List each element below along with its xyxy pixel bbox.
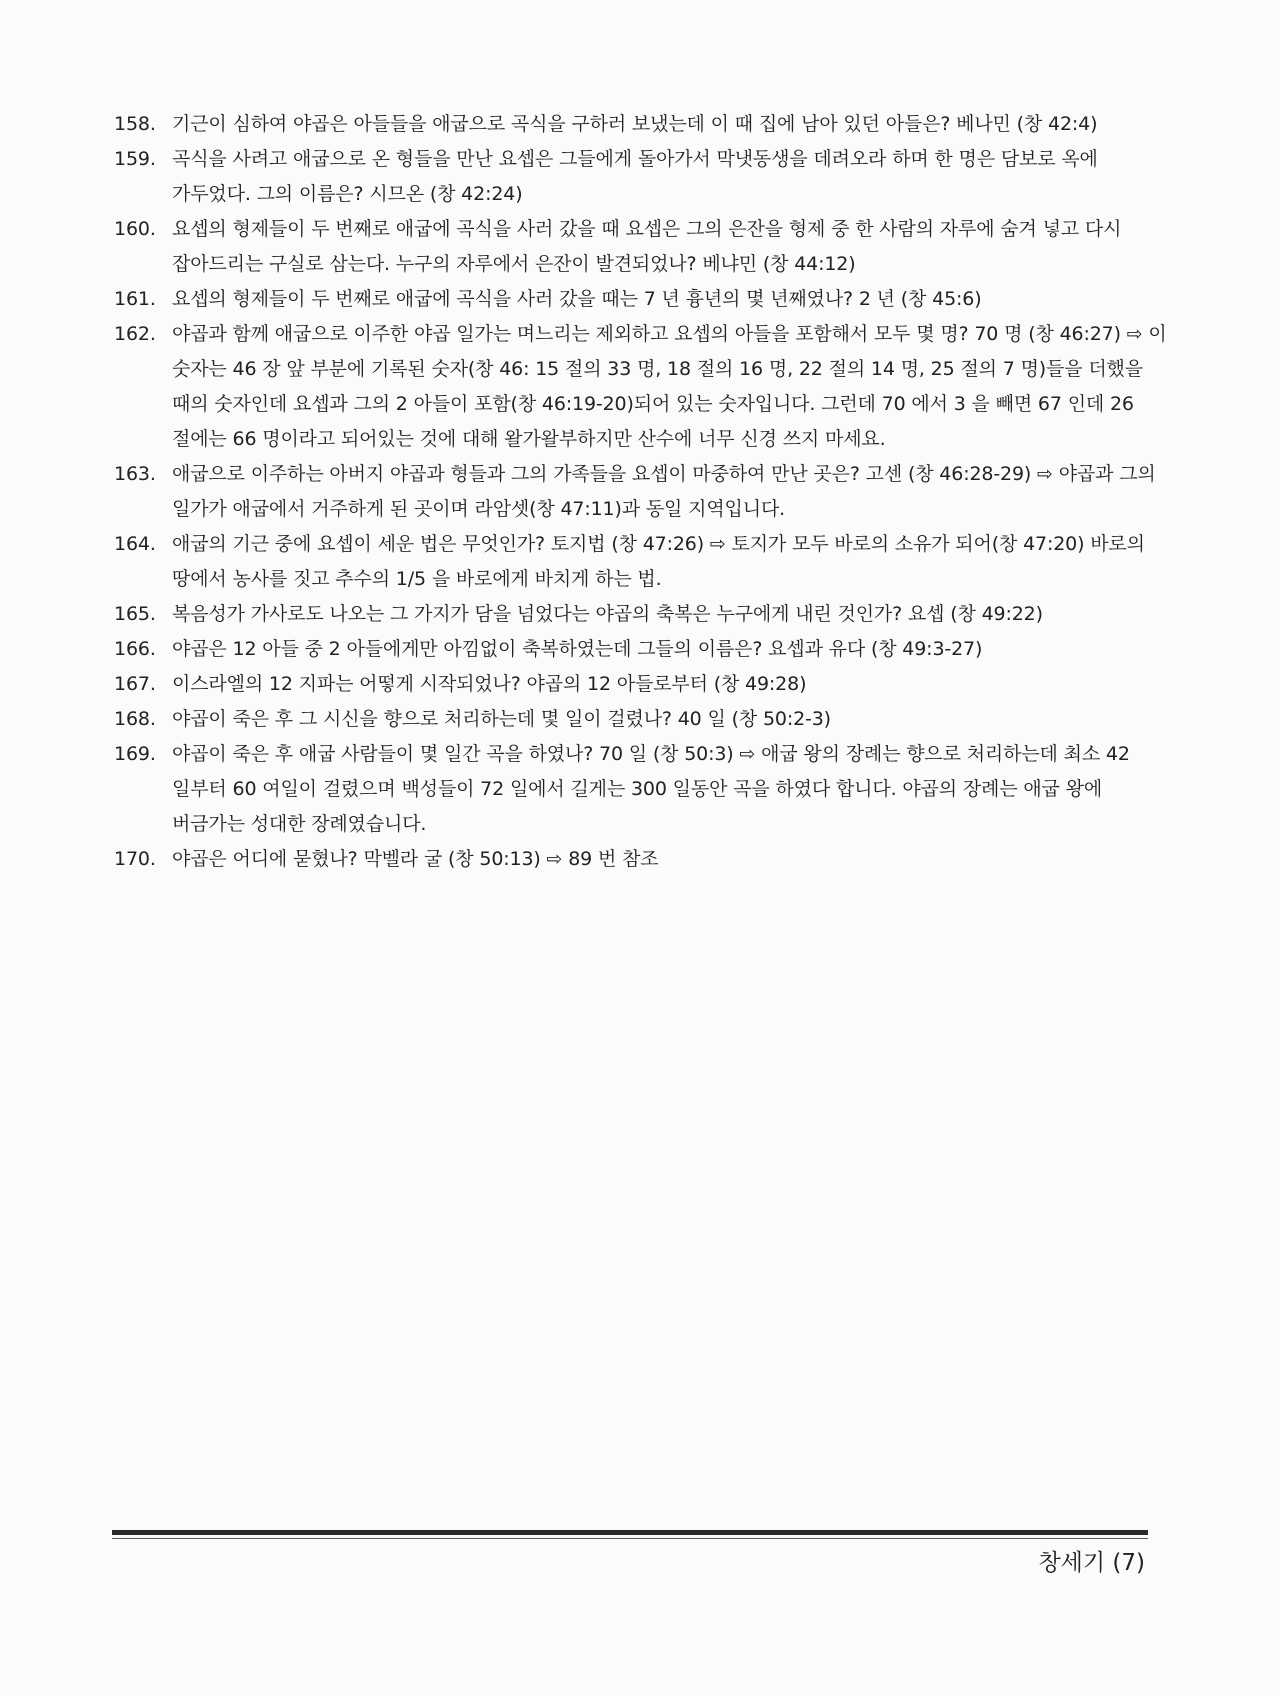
- qa-item: [114, 142, 1174, 212]
- qa-text: 기근이 심하여 야곱은 아들들을 애굽으로 곡식을 구하러 보냈는데 이 때 집에 남아 있던 아들은? 베나민 (창 42:4): [172, 113, 1098, 135]
- qa-number: 165.: [114, 603, 156, 625]
- qa-item: [114, 702, 1174, 737]
- qa-number: 164.: [114, 533, 156, 555]
- qa-list: [114, 107, 1174, 877]
- qa-number: 161.: [114, 288, 156, 310]
- qa-text: 야곱과 함께 애굽으로 이주한 야곱 일가는 며느리는 제외하고 요셉의 아들을 포함해서 모두 몇 명? 70 명 (창 46:27) ⇨ 이 숫자는 46 장 앞 부분에 기록된 숫자(창 46: 15 절의 33 명, 18 절의 16 명, 22 절의 14 명, 25 절의 7 명)들을 더했을 때의 숫자인데 요셉과 그의 2 아들이 포함(창 46:19-20)되어 있는 숫자입니다. 그런데 70 에서 3 을 빼면 67 인데 26 절에는 66 명이라고 되어있는 것에 대해 왈가왈부하지만 산수에 너무 신경 쓰지 마세요.: [172, 323, 1167, 450]
- footer-divider: [112, 1530, 1148, 1535]
- qa-text: 애굽의 기근 중에 요셉이 세운 법은 무엇인가? 토지법 (창 47:26) ⇨ 토지가 모두 바로의 소유가 되어(창 47:20) 바로의 땅에서 농사를 짓고 추수의 1/5 을 바로에게 바치게 하는 법.: [172, 533, 1145, 590]
- qa-item: [114, 842, 1174, 877]
- footer-divider-thin: [112, 1538, 1148, 1539]
- qa-number: 160.: [114, 218, 156, 240]
- qa-item: [114, 317, 1174, 457]
- qa-text: 요셉의 형제들이 두 번째로 애굽에 곡식을 사러 갔을 때 요셉은 그의 은잔을 형제 중 한 사람의 자루에 숨겨 넣고 다시 잡아드리는 구실로 삼는다. 누구의 자루에서 은잔이 발견되었나? 베냐민 (창 44:12): [172, 218, 1122, 275]
- qa-number: 159.: [114, 148, 156, 170]
- qa-item: [114, 737, 1174, 842]
- qa-number: 169.: [114, 743, 156, 765]
- qa-number: 170.: [114, 848, 156, 870]
- qa-item: [114, 597, 1174, 632]
- qa-text: 애굽으로 이주하는 아버지 야곱과 형들과 그의 가족들을 요셉이 마중하여 만난 곳은? 고센 (창 46:28-29) ⇨ 야곱과 그의 일가가 애굽에서 거주하게 된 곳이며 라암셋(창 47:11)과 동일 지역입니다.: [172, 463, 1156, 520]
- qa-text: 야곱은 어디에 묻혔나? 막벨라 굴 (창 50:13) ⇨ 89 번 참조: [172, 848, 659, 870]
- qa-item: [114, 457, 1174, 527]
- qa-item: [114, 667, 1174, 702]
- qa-text: 요셉의 형제들이 두 번째로 애굽에 곡식을 사러 갔을 때는 7 년 흉년의 몇 년째였나? 2 년 (창 45:6): [172, 288, 982, 310]
- qa-number: 168.: [114, 708, 156, 730]
- qa-text: 이스라엘의 12 지파는 어떻게 시작되었나? 야곱의 12 아들로부터 (창 49:28): [172, 673, 807, 695]
- qa-text: 복음성가 가사로도 나오는 그 가지가 담을 넘었다는 야곱의 축복은 누구에게 내린 것인가? 요셉 (창 49:22): [172, 603, 1043, 625]
- qa-text: 야곱은 12 아들 중 2 아들에게만 아낌없이 축복하였는데 그들의 이름은? 요셉과 유다 (창 49:3-27): [172, 638, 983, 660]
- page-label: 창세기 (7): [1038, 1550, 1145, 1576]
- qa-number: 158.: [114, 113, 156, 135]
- qa-text: 야곱이 죽은 후 그 시신을 향으로 처리하는데 몇 일이 걸렸나? 40 일 (창 50:2-3): [172, 708, 831, 730]
- qa-text: 야곱이 죽은 후 애굽 사람들이 몇 일간 곡을 하였나? 70 일 (창 50:3) ⇨ 애굽 왕의 장례는 향으로 처리하는데 최소 42 일부터 60 여일이 걸렸으며 백성들이 72 일에서 길게는 300 일동안 곡을 하였다 합니다. 야곱의 장례는 애굽 왕에 버금가는 성대한 장례였습니다.: [172, 743, 1130, 835]
- qa-number: 162.: [114, 323, 156, 345]
- qa-item: [114, 212, 1174, 282]
- qa-item: [114, 107, 1174, 142]
- qa-number: 166.: [114, 638, 156, 660]
- qa-content: [114, 107, 1174, 877]
- qa-item: [114, 282, 1174, 317]
- qa-item: [114, 632, 1174, 667]
- qa-text: 곡식을 사려고 애굽으로 온 형들을 만난 요셉은 그들에게 돌아가서 막냇동생을 데려오라 하며 한 명은 담보로 옥에 가두었다. 그의 이름은? 시므온 (창 42:24): [172, 148, 1098, 205]
- qa-number: 163.: [114, 463, 156, 485]
- qa-item: [114, 527, 1174, 597]
- qa-number: 167.: [114, 673, 156, 695]
